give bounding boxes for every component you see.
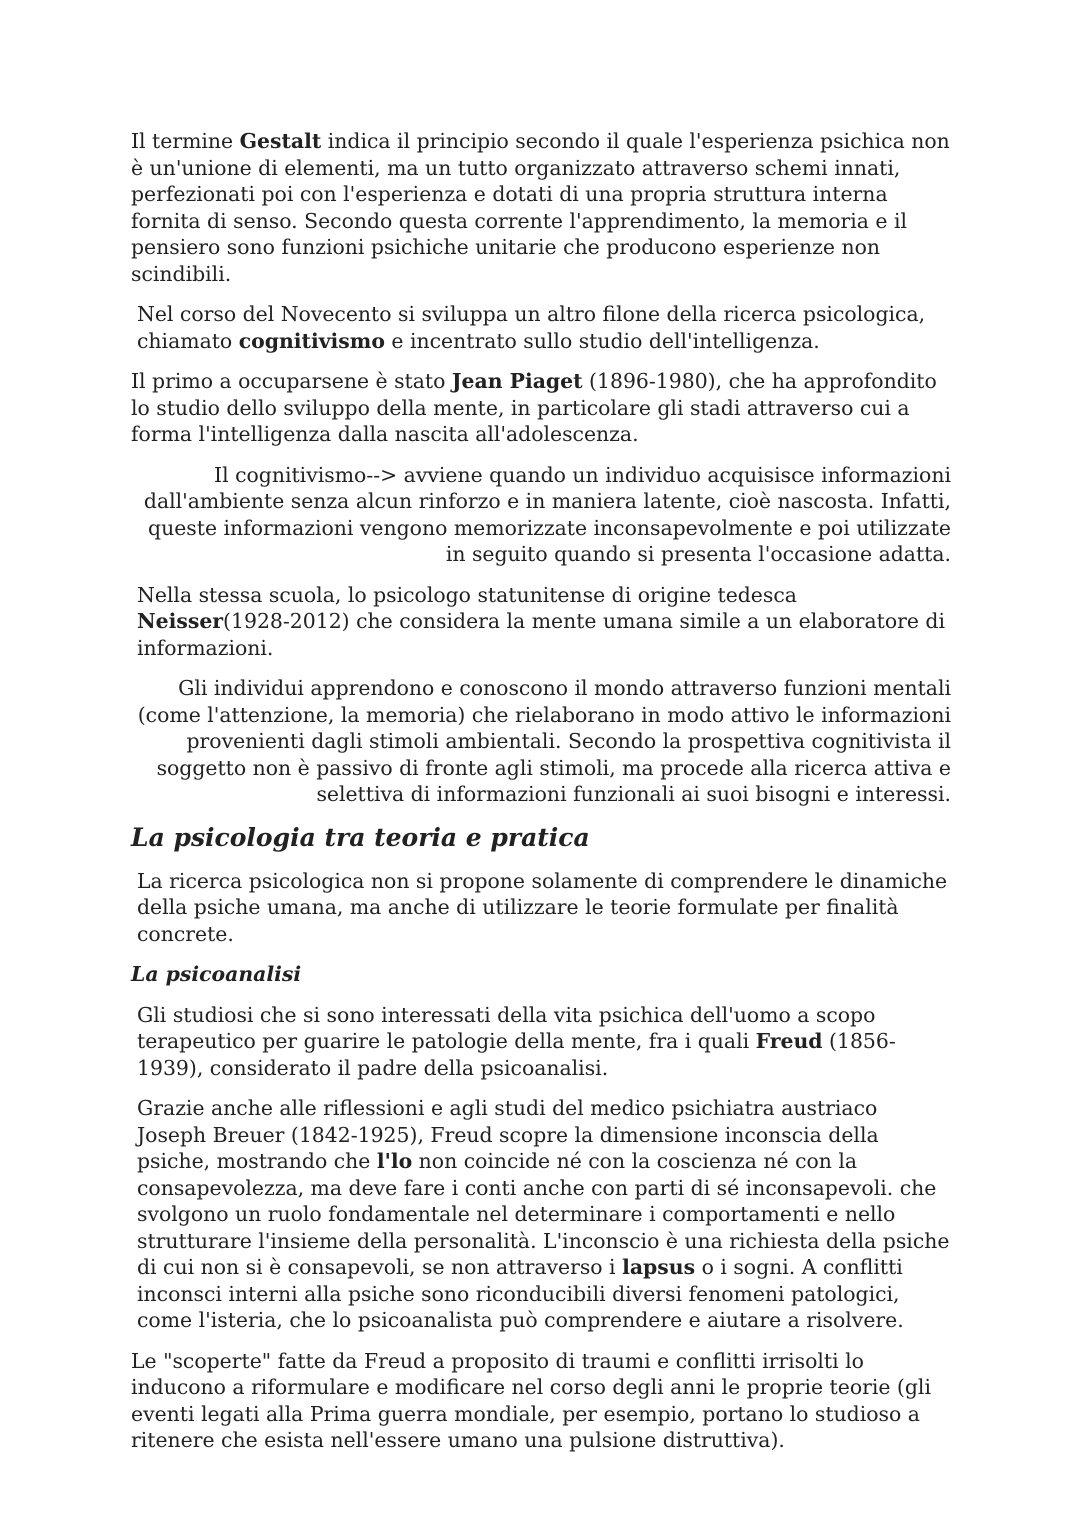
term-io: l'lo bbox=[376, 1149, 413, 1173]
paragraph-freud: Gli studiosi che si sono interessati della vita psichica dell'uomo a scopo terapeutico per guarire le patologie della mente, fra i quali Freud (1856-1939), considerato il padre della psicoanalisi. bbox=[137, 1002, 896, 1080]
paragraph-breuer: Grazie anche alle riflessioni e agli studi del medico psichiatra austriaco Joseph Breuer (1842-1925), Freud scopre la dimensione inconscia della psiche, mostrando che l'lo non coincide né con la coscienza né con la consapevolezza, ma deve fare i conti anche con parti di sé inconsapevoli. che svolgono un ruolo fondamentale nel determinare i comportamenti e nello strutturare l'insieme della personalità. L'inconscio è una richiesta della psiche di cui non si è consapevoli, se non attraverso i lapsus o i sogni. A conflitti inconsci interni alla psiche sono riconducibili diversi fenomeni patologici, come l'isteria, che lo psicoanalista può comprendere e aiutare a risolvere. bbox=[137, 1096, 950, 1332]
paragraph-gestalt: Il termine Gestalt indica il principio secondo il quale l'esperienza psichica non è un'unione di elementi, ma un tutto organizzato attraverso schemi innati, perfezionati poi con l'esperienza e dotati di una propria struttura interna fornita di senso. Secondo questa corrente l'apprendimento, la memoria e il pensiero sono funzioni psichiche unitarie che producono esperienze non scindibili. bbox=[131, 129, 950, 286]
term-freud: Freud bbox=[755, 1029, 823, 1053]
subsection-heading: La psicoanalisi bbox=[131, 962, 302, 986]
paragraph-ricerca: La ricerca psicologica non si propone solamente di comprendere le dinamiche della psiche umana, ma anche di utilizzare le teorie formulate per finalità concrete. bbox=[137, 868, 948, 946]
paragraph-neisser: Nella stessa scuola, lo psicologo statunitense di origine tedesca Neisser(1928-2012) che considera la mente umana simile a un elaboratore di informazioni. bbox=[137, 582, 945, 660]
term-piaget: Jean Piaget bbox=[451, 369, 583, 393]
term-lapsus: lapsus bbox=[622, 1255, 696, 1279]
term-gestalt: Gestalt bbox=[239, 129, 322, 153]
term-cognitivismo: cognitivismo bbox=[238, 328, 385, 353]
section-heading: La psicologia tra teoria e pratica bbox=[131, 822, 590, 852]
term-neisser: Neisser bbox=[137, 609, 224, 633]
paragraph-piaget: Il primo a occuparsene è stato Jean Piaget (1896-1980), che ha approfondito lo studio dello sviluppo della mente, in particolare gli stadi attraverso cui a forma l'intelligenza dalla nascita all'adolescenza. bbox=[131, 369, 937, 446]
paragraph-cognitivismo-definition: Il cognitivismo--> avviene quando un individuo acquisisce informazioni dall'ambiente senza alcun rinforzo e in maniera latente, cioè nascosta. Infatti, queste informazioni vengono memorizzate inconsapevolmente e poi utilizzate in seguito quando si presenta l'occasione adatta. bbox=[143, 462, 951, 566]
paragraph-individui: Gli individui apprendono e conoscono il mondo attraverso funzioni mentali (come l'attenzione, la memoria) che rielaborano in modo attivo le informazioni provenienti dagli stimoli ambientali. Secondo la prospettiva cognitivista il soggetto non è passivo di fronte agli stimoli, ma procede alla ricerca attiva e selettiva di informazioni funzionali ai suoi bisogni e interessi. bbox=[137, 676, 951, 806]
paragraph-cognitivismo: Nel corso del Novecento si sviluppa un altro filone della ricerca psicologica, chiamato cognitivismo e incentrato sullo studio dell'intelligenza. bbox=[137, 302, 926, 353]
paragraph-scoperte: Le "scoperte" fatte da Freud a proposito di traumi e conflitti irrisolti lo inducono a riformulare e modificare nel corso degli anni le proprie teorie (gli eventi legati alla Prima guerra mondiale, per esempio, portano lo studioso a ritenere che esista nell'essere umano una pulsione distruttiva). bbox=[131, 1348, 931, 1452]
document-page bbox=[131, 128, 951, 1468]
